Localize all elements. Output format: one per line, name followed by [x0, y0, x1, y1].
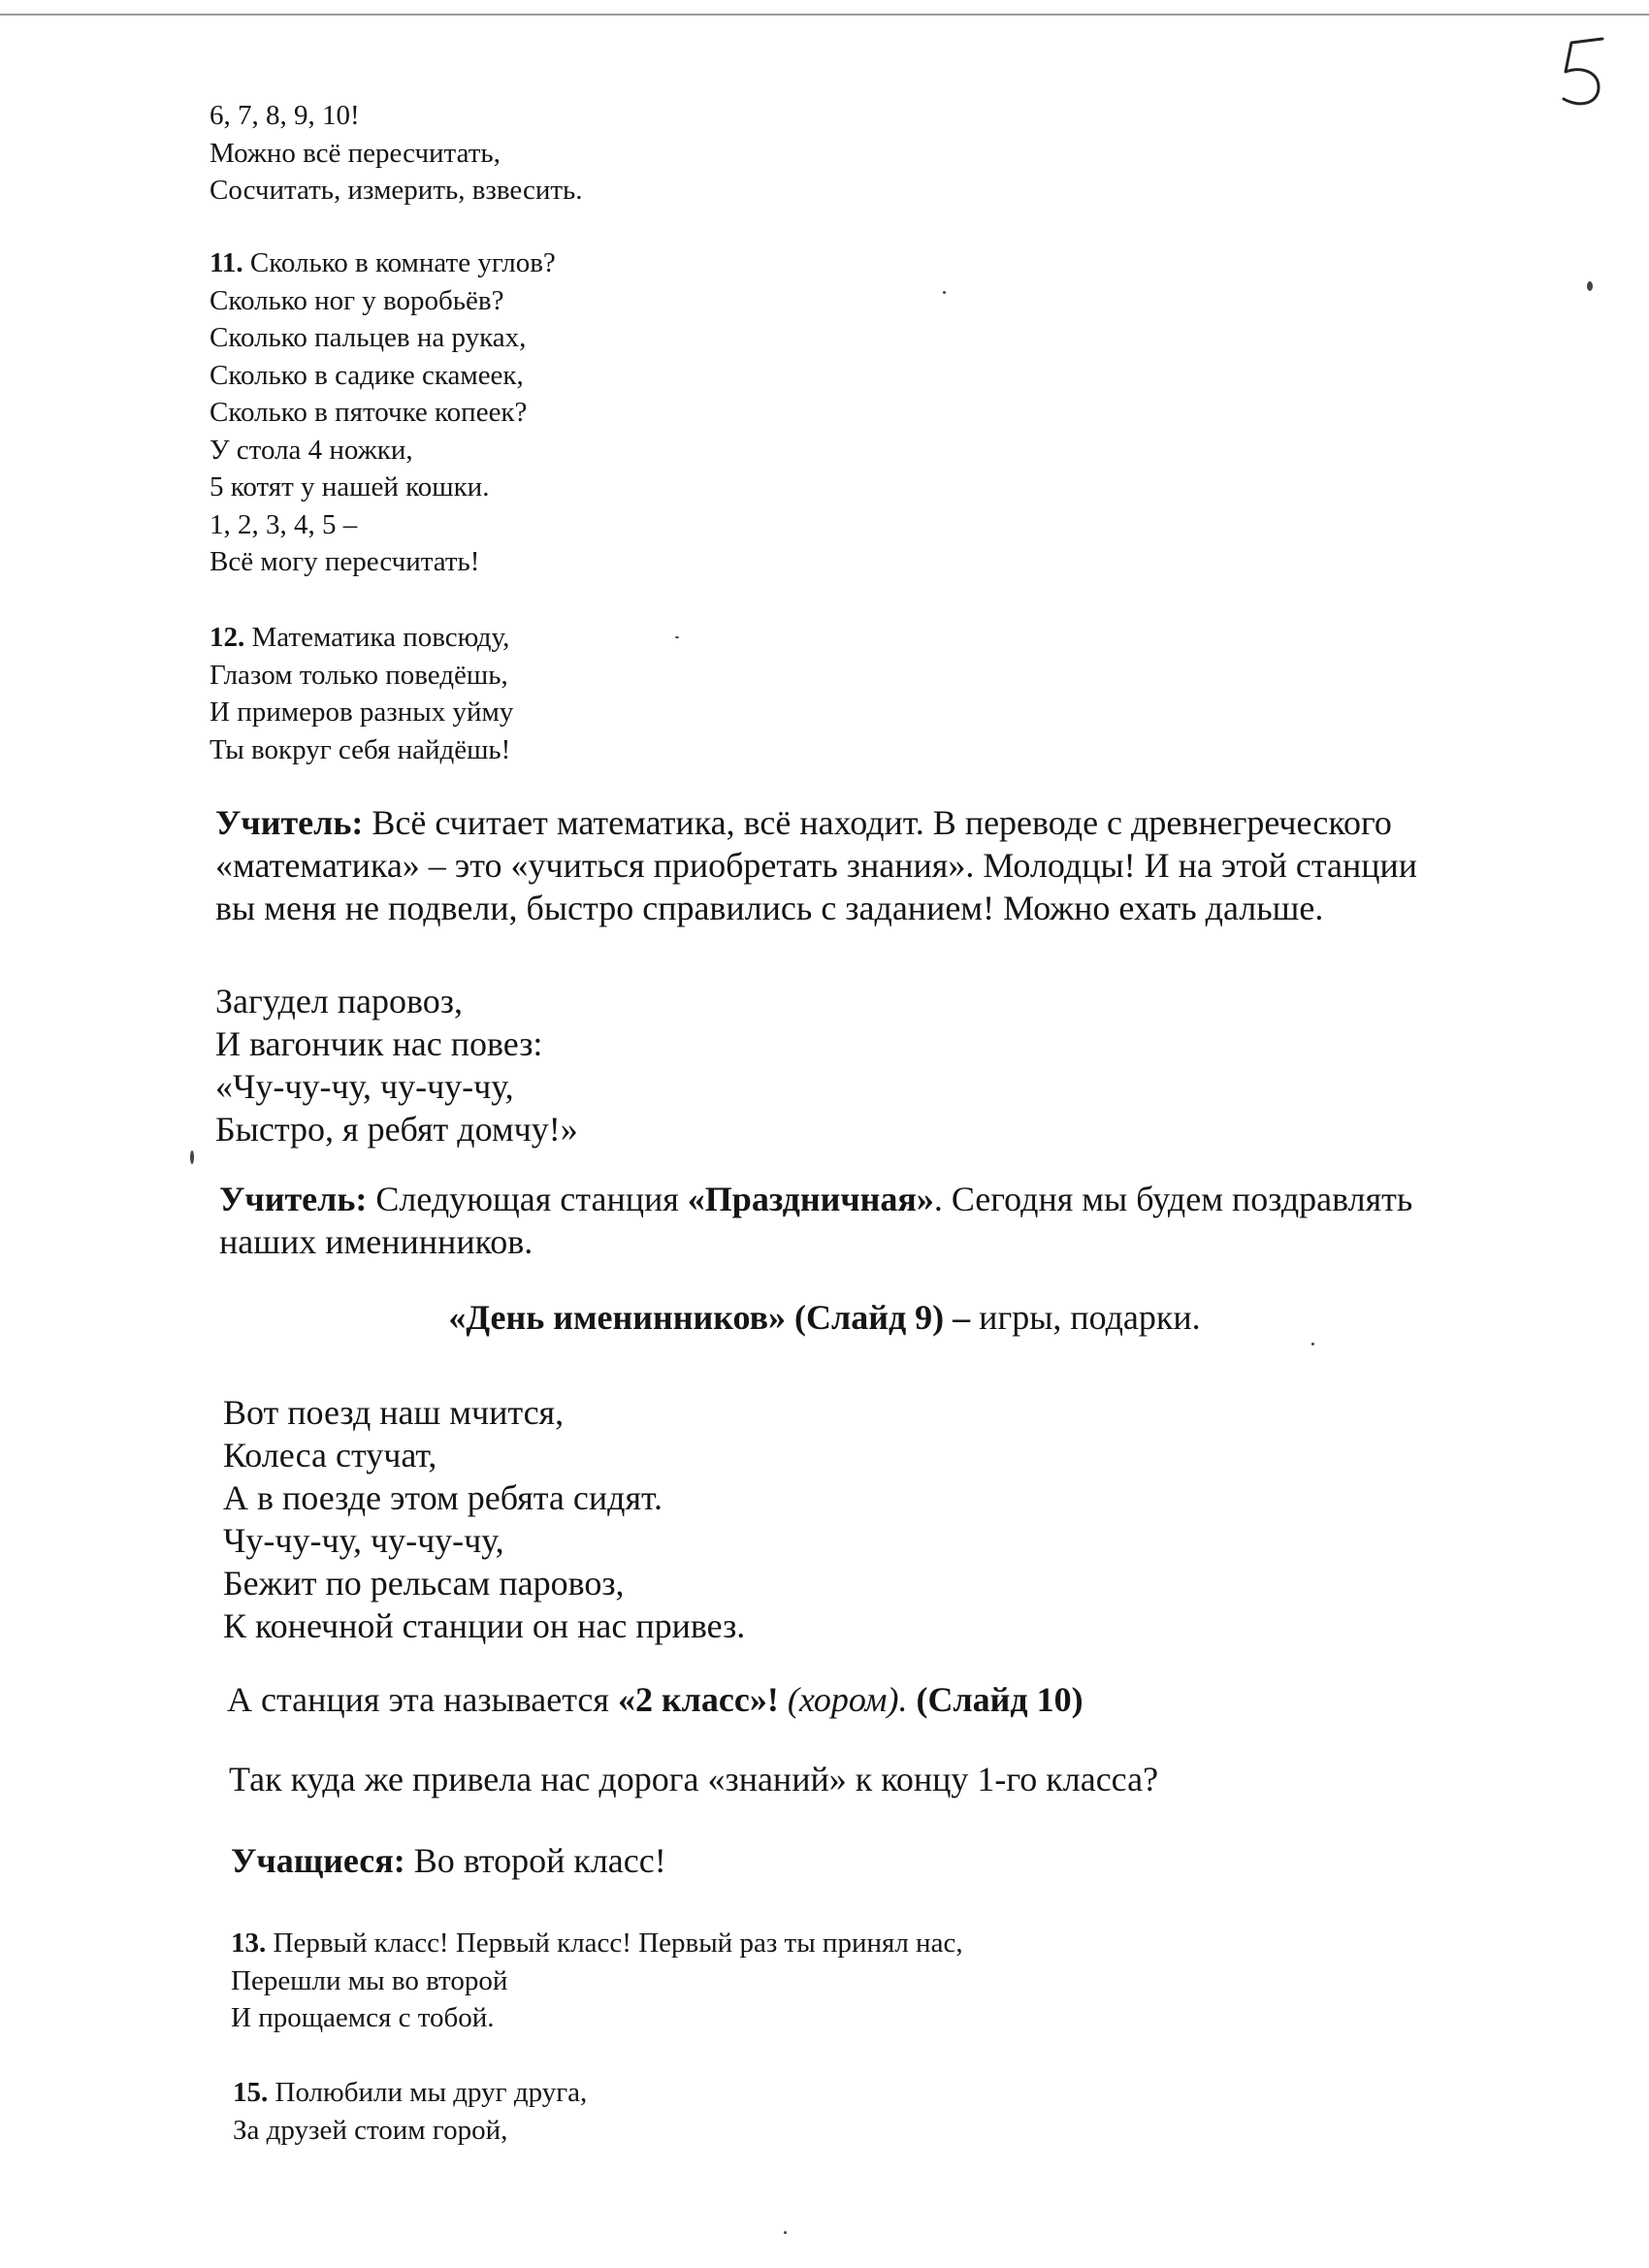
- teacher-paragraph-1: [215, 801, 1417, 929]
- poem-line: И прощаемся с тобой.: [231, 2002, 495, 2033]
- poem-line-text: Первый класс! Первый класс! Первый раз ты принял нас,: [266, 1928, 963, 1959]
- paragraph-line: вы меня не подвели, быстро справились с заданием! Можно ехать дальше.: [215, 889, 1324, 927]
- poem-line: И примеров разных уйму: [210, 697, 514, 728]
- station-name: «Праздничная»: [687, 1180, 934, 1218]
- teacher-paragraph-2: [219, 1178, 1412, 1263]
- speaker-label: Учащиеся:: [231, 1841, 405, 1880]
- poem-line: Чу-чу-чу, чу-чу-чу,: [223, 1521, 504, 1560]
- question-line: [229, 1758, 1158, 1800]
- paragraph-line: наших именинников.: [219, 1222, 534, 1261]
- poem-line: Перешли мы во второй: [231, 1964, 508, 1996]
- poem-line: И вагончик нас повез:: [215, 1024, 543, 1063]
- paragraph-text: Следующая станция: [367, 1180, 688, 1218]
- paragraph-line: [227, 1678, 1083, 1721]
- paragraph-text: Во второй класс!: [404, 1841, 666, 1880]
- scan-speck: [784, 2231, 787, 2234]
- station-line: [227, 1678, 1083, 1721]
- poem-line: Можно всё пересчитать,: [210, 137, 501, 169]
- poem-line-text: Полюбили мы друг друга,: [268, 2077, 588, 2108]
- stanza-top: [210, 97, 583, 210]
- poem-line: [233, 2074, 587, 2112]
- poem-line: Быстро, я ребят домчу!»: [215, 1110, 578, 1149]
- paragraph-text: . Сегодня мы будем поздравлять: [933, 1180, 1413, 1218]
- paragraph-line: Так куда же привела нас дорога «знаний» к концу 1-го класса?: [229, 1760, 1159, 1798]
- poem-line: Загудел паровоз,: [215, 982, 463, 1021]
- train-poem-2: [223, 1391, 745, 1647]
- poem-line: «Чу-чу-чу, чу-чу-чу,: [215, 1067, 514, 1106]
- handwritten-page-number: [1542, 29, 1630, 116]
- stanza-number: 12.: [210, 622, 245, 653]
- poem-line: Сколько пальцев на руках,: [210, 322, 527, 353]
- scan-speck: [943, 291, 946, 294]
- poem-line: У стола 4 ножки,: [210, 434, 413, 466]
- poem-line: За друзей стоим горой,: [233, 2114, 508, 2146]
- scan-speck: [190, 1150, 194, 1164]
- paragraph-text: Всё считает математика, всё находит. В переводе с древнегреческого: [363, 803, 1392, 842]
- top-border-line: [0, 14, 1649, 16]
- slide-note: (Слайд 10): [907, 1680, 1083, 1719]
- birthday-heading: [0, 1296, 1649, 1339]
- station-name: «2 класс»!: [617, 1680, 779, 1719]
- paragraph-line: [215, 801, 1417, 844]
- poem-line: Сколько ног у воробьёв?: [210, 284, 504, 316]
- stanza-number: 13.: [231, 1928, 267, 1959]
- speaker-label: Учитель:: [219, 1180, 368, 1218]
- poem-line-text: Сколько в комнате углов?: [242, 247, 556, 278]
- poem-line: Глазом только поведёшь,: [210, 659, 508, 691]
- stanza-number: 11.: [210, 247, 243, 278]
- train-poem-1: [215, 980, 578, 1150]
- stanza-11: [210, 244, 556, 581]
- poem-line: Колеса стучат,: [223, 1436, 437, 1474]
- scan-speck: [675, 636, 679, 638]
- poem-line: [210, 244, 556, 282]
- poem-line: [210, 619, 513, 657]
- poem-line: Сколько в садике скамеек,: [210, 359, 524, 391]
- poem-line: Ты вокруг себя найдёшь!: [210, 733, 511, 765]
- poem-line: А в поезде этом ребята сидят.: [223, 1478, 663, 1517]
- speaker-label: Учитель:: [215, 803, 364, 842]
- poem-line: 6, 7, 8, 9, 10!: [210, 100, 360, 131]
- paragraph-line: [219, 1178, 1412, 1220]
- stanza-number: 15.: [233, 2077, 269, 2108]
- paragraph-line: «математика» – это «учиться приобретать знания». Молодцы! И на этой станции: [215, 846, 1418, 885]
- poem-line: Сосчитать, измерить, взвесить.: [210, 175, 583, 206]
- poem-line: 1, 2, 3, 4, 5 –: [210, 508, 358, 540]
- paragraph-text: А станция эта называется: [227, 1680, 618, 1719]
- poem-line-text: Математика повсюду,: [244, 622, 510, 653]
- paragraph-line: [231, 1839, 666, 1882]
- poem-line: 5 котят у нашей кошки.: [210, 471, 490, 502]
- poem-line: Бежит по рельсам паровоз,: [223, 1564, 625, 1603]
- stanza-12: [210, 619, 513, 768]
- poem-line: Вот поезд наш мчится,: [223, 1393, 565, 1432]
- poem-line: Всё могу пересчитать!: [210, 546, 480, 577]
- chorus-note: (хором).: [778, 1680, 908, 1719]
- poem-line: К конечной станции он нас привез.: [223, 1606, 746, 1645]
- heading-bold: «День именинников» (Слайд 9) –: [448, 1298, 971, 1337]
- poem-line: Сколько в пяточке копеек?: [210, 397, 528, 428]
- scan-speck: [1311, 1343, 1314, 1345]
- stanza-13: [231, 1925, 963, 2037]
- scan-speck: [1587, 281, 1593, 291]
- students-line: [231, 1839, 666, 1882]
- heading-text: игры, подарки.: [970, 1298, 1201, 1337]
- stanza-15: [233, 2074, 587, 2149]
- poem-line: [231, 1925, 963, 1962]
